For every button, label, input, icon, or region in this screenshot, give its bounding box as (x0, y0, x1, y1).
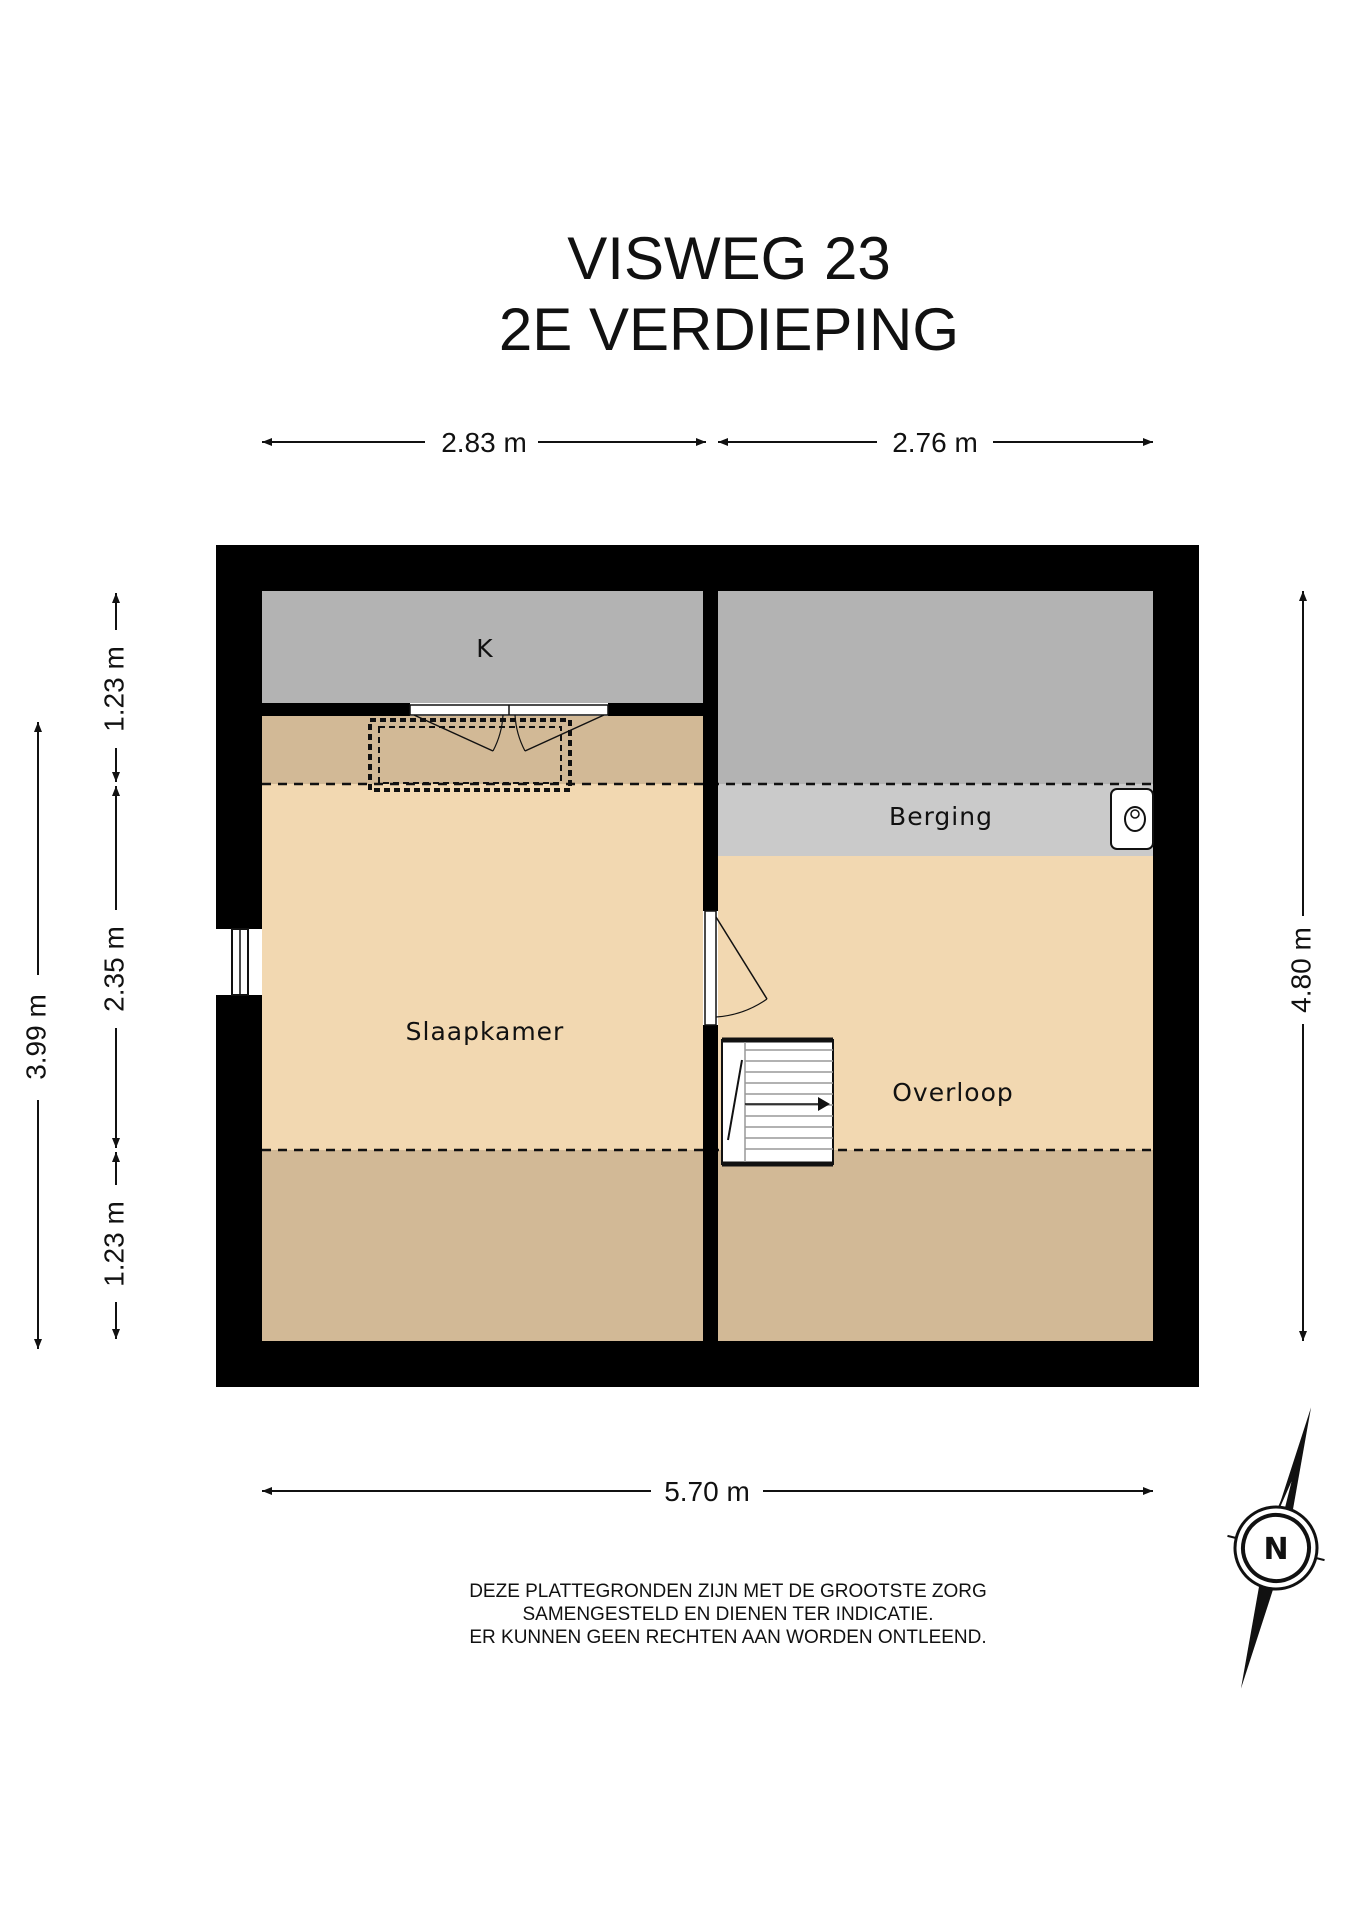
dimension-top-right-label: 2.76 m (892, 427, 978, 458)
plan-title-address: VISWEG 23 (567, 225, 891, 292)
dimension-bottom-total-label: 5.70 m (664, 1476, 750, 1507)
dimension-left-middle-label: 2.35 m (98, 926, 130, 1012)
staircase (722, 1040, 833, 1164)
dimension-top-left-label: 2.83 m (441, 427, 527, 458)
storage-unusable-area (718, 591, 1153, 784)
dimension-left-lower-label: 1.23 m (98, 1201, 130, 1287)
room-label-landing: Overloop (892, 1078, 1014, 1107)
dimension-left-upper (98, 593, 129, 782)
dimension-left-upper-label: 1.23 m (98, 646, 130, 732)
disclaimer-line-1: DEZE PLATTEGRONDEN ZIJN MET DE GROOTSTE ZORG (469, 1581, 987, 1602)
dimension-left-middle (98, 786, 129, 1148)
bedroom-window (232, 929, 248, 995)
disclaimer-line-3: ER KUNNEN GEEN RECHTEN AAN WORDEN ONTLEEND. (469, 1627, 987, 1648)
dimension-right-total (1285, 591, 1316, 1341)
boiler-icon (1111, 789, 1153, 849)
dimension-left-total-label: 3.99 m (20, 994, 52, 1080)
room-label-closet: K (476, 634, 494, 663)
compass-north-label: N (1263, 1532, 1289, 1567)
dimension-right-total-label: 4.80 m (1285, 927, 1317, 1013)
room-label-bedroom: Slaapkamer (405, 1017, 565, 1046)
bedroom-sloped-lower (262, 1150, 703, 1341)
room-label-storage: Berging (889, 802, 993, 831)
dimension-bottom-total (262, 1476, 1153, 1507)
dimension-top-left (262, 427, 706, 458)
dimension-left-lower (98, 1152, 129, 1339)
disclaimer-line-2: SAMENGESTELD EN DIENEN TER INDICATIE. (522, 1604, 934, 1625)
dimension-left-total (20, 722, 51, 1349)
plan-title-floor: 2E VERDIEPING (498, 296, 960, 363)
dimension-top-right (718, 427, 1153, 458)
landing-sloped-lower (718, 1150, 1153, 1341)
bedroom-floor (262, 784, 703, 1150)
